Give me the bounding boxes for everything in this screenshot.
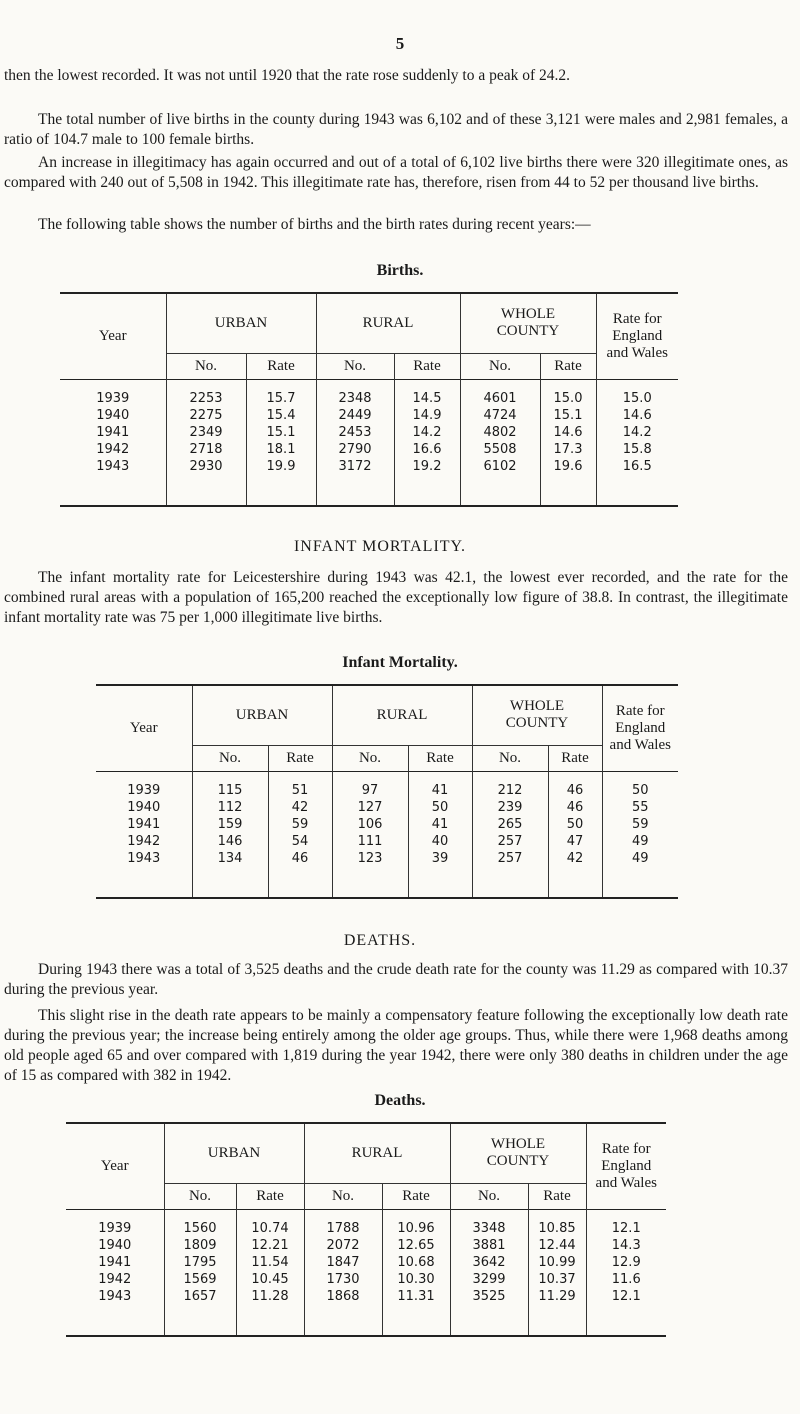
header-rural: RURAL bbox=[304, 1123, 450, 1183]
header-year: Year bbox=[98, 327, 127, 344]
table-cell: 106 bbox=[332, 816, 408, 833]
paragraph-infant-mortality: The infant mortality rate for Leicestershire during 1943 was 42.1, the lowest ever recorded, and the rate for the combined rural areas with a population of 165,200 reached the exceptionally low figure of 38.8. In contrast, the illegitimate infant mortality rate was 75 per 1,000 illegitimate live births. bbox=[4, 569, 788, 626]
header-county-rate: Rate bbox=[548, 745, 602, 771]
paragraph-illegitimacy: An increase in illegitimacy has again occurred and out of a total of 6,102 live births there were 320 illegitimate ones, as compared with 240 out of 5,508 in 1942. This illegitimate rate has, therefore, risen from 44 to 52 per thousand live births. bbox=[4, 154, 788, 191]
table-cell: 146 bbox=[192, 833, 268, 850]
header-rural-no: No. bbox=[332, 745, 408, 771]
table-cell: 4802 bbox=[460, 424, 540, 441]
header-whole-county: WHOLE COUNTY bbox=[460, 293, 596, 353]
table-cell: 1730 bbox=[304, 1271, 382, 1288]
table-cell: 3172 bbox=[316, 458, 394, 506]
table-cell: 3299 bbox=[450, 1271, 528, 1288]
header-england-wales: Rate for England and Wales bbox=[596, 293, 678, 379]
table-cell: 10.85 bbox=[528, 1209, 586, 1237]
table-cell: 49 bbox=[602, 850, 678, 898]
table-cell: 212 bbox=[472, 771, 548, 799]
table-cell: 16.6 bbox=[394, 441, 460, 458]
table-cell: 15.0 bbox=[540, 379, 596, 407]
table-cell: 59 bbox=[268, 816, 332, 833]
table-cell: 14.2 bbox=[596, 424, 678, 441]
table-row bbox=[66, 1288, 666, 1336]
table-cell: 47 bbox=[548, 833, 602, 850]
table-cell: 1868 bbox=[304, 1288, 382, 1336]
header-county-no: No. bbox=[450, 1183, 528, 1209]
table-cell: 2790 bbox=[316, 441, 394, 458]
table-cell: 14.3 bbox=[586, 1237, 666, 1254]
table-cell: 11.29 bbox=[528, 1288, 586, 1336]
table-cell: 11.6 bbox=[586, 1271, 666, 1288]
table-cell: 15.4 bbox=[246, 407, 316, 424]
header-england-wales: Rate for England and Wales bbox=[602, 685, 678, 771]
table-cell: 10.74 bbox=[236, 1209, 304, 1237]
deaths-table bbox=[66, 1122, 666, 1337]
table-cell: 5508 bbox=[460, 441, 540, 458]
table-cell: 3881 bbox=[450, 1237, 528, 1254]
table-cell: 41 bbox=[408, 771, 472, 799]
header-county-no: No. bbox=[460, 353, 540, 379]
table-cell: 51 bbox=[268, 771, 332, 799]
header-urban: URBAN bbox=[192, 685, 332, 745]
table-cell: 42 bbox=[268, 799, 332, 816]
table-cell: 42 bbox=[548, 850, 602, 898]
table-cell: 41 bbox=[408, 816, 472, 833]
deaths-heading: DEATHS. bbox=[343, 932, 417, 949]
table-cell: 257 bbox=[472, 850, 548, 898]
paragraph-peak: then the lowest recorded. It was not until 1920 that the rate rose suddenly to a peak of 24.2. bbox=[4, 67, 571, 84]
header-year: Year bbox=[129, 719, 158, 736]
table-cell: 12.1 bbox=[586, 1209, 666, 1237]
table-cell: 12.9 bbox=[586, 1254, 666, 1271]
table-cell: 159 bbox=[192, 816, 268, 833]
table-cell: 1941 bbox=[127, 816, 161, 832]
births-table bbox=[60, 292, 678, 507]
infant-mortality-table bbox=[96, 684, 678, 899]
table-cell: 2072 bbox=[304, 1237, 382, 1254]
header-rural-rate: Rate bbox=[408, 745, 472, 771]
table-cell: 4724 bbox=[460, 407, 540, 424]
table-cell: 1657 bbox=[164, 1288, 236, 1336]
paragraph-deaths-rise: This slight rise in the death rate appears to be mainly a compensatory feature following the exceptionally low death rate during the previous year; the increase being entirely among the older age groups. Thus, while there were 1,968 deaths among old people aged 65 and over compared with 1,819 during the year 1942, there were only 380 deaths in children under the age of 15 as compared with 382 in 1942. bbox=[4, 1007, 788, 1084]
table-cell: 54 bbox=[268, 833, 332, 850]
table-cell: 50 bbox=[548, 816, 602, 833]
table-cell: 14.9 bbox=[394, 407, 460, 424]
table-cell: 10.68 bbox=[382, 1254, 450, 1271]
header-rural-no: No. bbox=[316, 353, 394, 379]
table-cell: 1560 bbox=[164, 1209, 236, 1237]
table-cell: 1795 bbox=[164, 1254, 236, 1271]
table-cell: 1809 bbox=[164, 1237, 236, 1254]
table-cell: 49 bbox=[602, 833, 678, 850]
infant-mortality-heading: INFANT MORTALITY. bbox=[293, 538, 467, 555]
table-cell: 55 bbox=[602, 799, 678, 816]
table-row bbox=[66, 1254, 666, 1271]
deaths-table-caption: Deaths. bbox=[374, 1092, 426, 1109]
table-cell: 127 bbox=[332, 799, 408, 816]
header-urban-rate: Rate bbox=[246, 353, 316, 379]
table-cell: 46 bbox=[548, 771, 602, 799]
table-cell: 12.1 bbox=[586, 1288, 666, 1336]
table-cell: 1943 bbox=[127, 850, 161, 866]
table-cell: 12.21 bbox=[236, 1237, 304, 1254]
table-cell: 1941 bbox=[98, 1254, 132, 1270]
table-cell: 19.9 bbox=[246, 458, 316, 506]
table-row bbox=[96, 816, 678, 833]
table-cell: 3525 bbox=[450, 1288, 528, 1336]
table-row bbox=[96, 833, 678, 850]
header-urban-rate: Rate bbox=[268, 745, 332, 771]
table-cell: 14.6 bbox=[596, 407, 678, 424]
table-cell: 2349 bbox=[166, 424, 246, 441]
table-cell: 134 bbox=[192, 850, 268, 898]
table-row bbox=[96, 850, 678, 898]
header-whole-county: WHOLE COUNTY bbox=[450, 1123, 586, 1183]
table-row bbox=[60, 424, 678, 441]
table-cell: 15.7 bbox=[246, 379, 316, 407]
table-row bbox=[60, 407, 678, 424]
table-cell: 2718 bbox=[166, 441, 246, 458]
table-cell: 1939 bbox=[127, 782, 161, 798]
table-cell: 11.28 bbox=[236, 1288, 304, 1336]
births-table-caption: Births. bbox=[376, 262, 424, 279]
header-county-no: No. bbox=[472, 745, 548, 771]
table-cell: 1940 bbox=[98, 1237, 132, 1253]
table-cell: 15.8 bbox=[596, 441, 678, 458]
table-row bbox=[60, 441, 678, 458]
paragraph-live-births: The total number of live births in the county during 1943 was 6,102 and of these 3,121 were males and 2,981 females, a ratio of 104.7 male to 100 female births. bbox=[4, 111, 788, 148]
table-row bbox=[96, 799, 678, 816]
table-cell: 12.65 bbox=[382, 1237, 450, 1254]
header-urban-no: No. bbox=[192, 745, 268, 771]
table-cell: 115 bbox=[192, 771, 268, 799]
header-urban-rate: Rate bbox=[236, 1183, 304, 1209]
paragraph-births-table-intro: The following table shows the number of births and the birth rates during recent years:— bbox=[38, 216, 591, 233]
table-cell: 1942 bbox=[127, 833, 161, 849]
table-cell: 111 bbox=[332, 833, 408, 850]
table-cell: 16.5 bbox=[596, 458, 678, 506]
table-cell: 1942 bbox=[96, 441, 130, 457]
table-cell: 11.31 bbox=[382, 1288, 450, 1336]
table-cell: 15.0 bbox=[596, 379, 678, 407]
table-row bbox=[66, 1271, 666, 1288]
table-cell: 2453 bbox=[316, 424, 394, 441]
table-row bbox=[96, 771, 678, 799]
table-cell: 1939 bbox=[96, 390, 130, 406]
table-cell: 10.45 bbox=[236, 1271, 304, 1288]
table-cell: 2348 bbox=[316, 379, 394, 407]
infant-mortality-table-caption: Infant Mortality. bbox=[342, 654, 458, 671]
paragraph-deaths-total: During 1943 there was a total of 3,525 deaths and the crude death rate for the county was 11.29 as compared with 10.37 during the previous year. bbox=[4, 961, 788, 998]
table-cell: 50 bbox=[408, 799, 472, 816]
header-county-rate: Rate bbox=[528, 1183, 586, 1209]
table-cell: 6102 bbox=[460, 458, 540, 506]
table-cell: 10.30 bbox=[382, 1271, 450, 1288]
header-urban-no: No. bbox=[166, 353, 246, 379]
table-cell: 10.96 bbox=[382, 1209, 450, 1237]
table-cell: 12.44 bbox=[528, 1237, 586, 1254]
table-cell: 4601 bbox=[460, 379, 540, 407]
table-row bbox=[60, 379, 678, 407]
header-year: Year bbox=[100, 1157, 129, 1174]
table-cell: 10.99 bbox=[528, 1254, 586, 1271]
header-county-rate: Rate bbox=[540, 353, 596, 379]
table-cell: 1943 bbox=[96, 458, 130, 474]
table-cell: 17.3 bbox=[540, 441, 596, 458]
table-row bbox=[66, 1209, 666, 1237]
table-cell: 257 bbox=[472, 833, 548, 850]
table-cell: 239 bbox=[472, 799, 548, 816]
table-cell: 112 bbox=[192, 799, 268, 816]
table-cell: 46 bbox=[548, 799, 602, 816]
table-cell: 2275 bbox=[166, 407, 246, 424]
table-cell: 1943 bbox=[98, 1288, 132, 1304]
table-cell: 1847 bbox=[304, 1254, 382, 1271]
table-cell: 1788 bbox=[304, 1209, 382, 1237]
table-cell: 15.1 bbox=[540, 407, 596, 424]
header-rural: RURAL bbox=[316, 293, 460, 353]
table-cell: 97 bbox=[332, 771, 408, 799]
table-cell: 1941 bbox=[96, 424, 130, 440]
table-cell: 19.2 bbox=[394, 458, 460, 506]
table-cell: 40 bbox=[408, 833, 472, 850]
table-cell: 11.54 bbox=[236, 1254, 304, 1271]
table-cell: 46 bbox=[268, 850, 332, 898]
table-cell: 18.1 bbox=[246, 441, 316, 458]
header-rural-rate: Rate bbox=[382, 1183, 450, 1209]
table-cell: 2930 bbox=[166, 458, 246, 506]
header-urban: URBAN bbox=[166, 293, 316, 353]
table-row bbox=[66, 1237, 666, 1254]
table-cell: 265 bbox=[472, 816, 548, 833]
header-rural-no: No. bbox=[304, 1183, 382, 1209]
table-cell: 1942 bbox=[98, 1271, 132, 1287]
table-cell: 1939 bbox=[98, 1220, 132, 1236]
table-cell: 10.37 bbox=[528, 1271, 586, 1288]
header-whole-county: WHOLE COUNTY bbox=[472, 685, 602, 745]
header-rural: RURAL bbox=[332, 685, 472, 745]
table-cell: 15.1 bbox=[246, 424, 316, 441]
table-cell: 14.6 bbox=[540, 424, 596, 441]
table-cell: 2253 bbox=[166, 379, 246, 407]
header-urban-no: No. bbox=[164, 1183, 236, 1209]
table-cell: 1940 bbox=[96, 407, 130, 423]
header-rural-rate: Rate bbox=[394, 353, 460, 379]
table-cell: 3348 bbox=[450, 1209, 528, 1237]
table-cell: 14.5 bbox=[394, 379, 460, 407]
table-row bbox=[60, 458, 678, 506]
table-cell: 1569 bbox=[164, 1271, 236, 1288]
table-cell: 50 bbox=[602, 771, 678, 799]
table-cell: 19.6 bbox=[540, 458, 596, 506]
page-number: 5 bbox=[395, 34, 405, 53]
table-cell: 39 bbox=[408, 850, 472, 898]
header-england-wales: Rate for England and Wales bbox=[586, 1123, 666, 1209]
table-cell: 123 bbox=[332, 850, 408, 898]
table-cell: 59 bbox=[602, 816, 678, 833]
header-urban: URBAN bbox=[164, 1123, 304, 1183]
table-cell: 14.2 bbox=[394, 424, 460, 441]
table-cell: 2449 bbox=[316, 407, 394, 424]
table-cell: 3642 bbox=[450, 1254, 528, 1271]
table-cell: 1940 bbox=[127, 799, 161, 815]
